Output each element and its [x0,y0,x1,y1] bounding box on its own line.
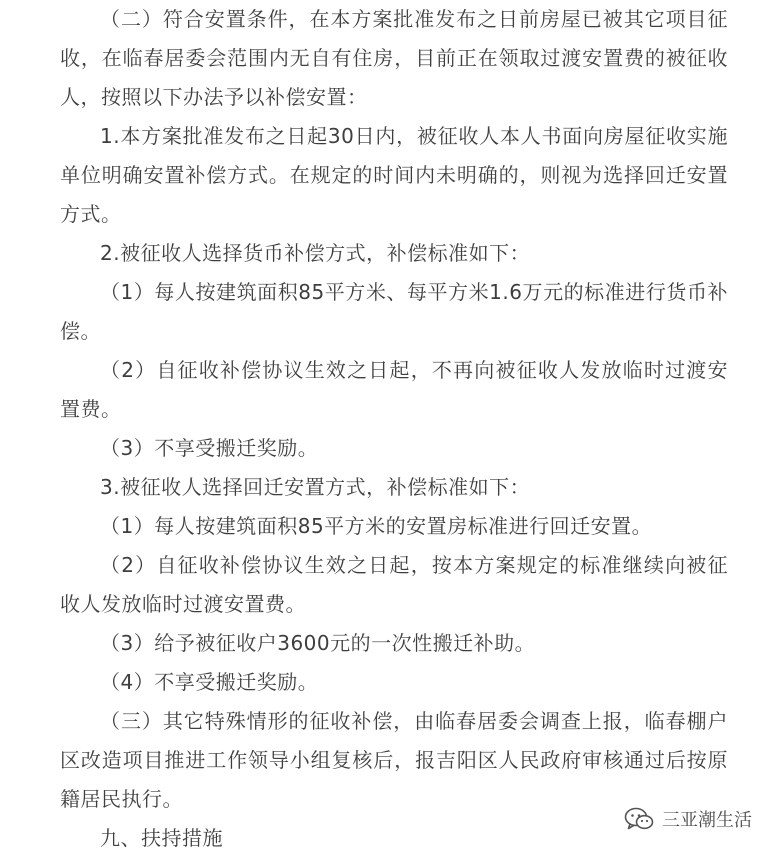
paragraph-item-2-2: （2）自征收补偿协议生效之日起，不再向被征收人发放临时过渡安置费。 [60,358,728,421]
paragraph-item-3-3: （3）给予被征收户3600元的一次性搬迁补助。 [100,631,536,655]
watermark [624,806,752,832]
paragraph-item-3-4: （4）不享受搬迁奖励。 [100,670,319,694]
paragraph-item-2-1: （1）每人按建筑面积85平方米、每平方米1.6万元的标准进行货币补偿。 [60,280,728,343]
paragraph-item-2-3: （3）不享受搬迁奖励。 [100,436,319,460]
paragraph-item-1: 1.本方案批准发布之日起30日内，被征收人本人书面向房屋征收实施单位明确安置补偿方式。在规定的时间内未明确的，则视为选择回迁安置方式。 [60,124,728,226]
paragraph-section-2-intro: （二）符合安置条件，在本方案批准发布之日前房屋已被其它项目征收，在临春居委会范围内无自有住房，目前正在领取过渡安置费的被征收人，按照以下办法予以补偿安置： [60,7,728,109]
paragraph-section-9-heading: 九、扶持措施 [100,826,223,850]
paragraph-item-3-1: （1）每人按建筑面积85平方米的安置房标准进行回迁安置。 [100,514,653,538]
watermark-text: 三亚潮生活 [662,810,752,831]
paragraph-item-2: 2.被征收人选择货币补偿方式，补偿标准如下： [100,241,531,265]
article-body [60,0,728,858]
paragraph-item-3: 3.被征收人选择回迁安置方式，补偿标准如下： [100,475,531,499]
paragraph-item-3-2: （2）自征收补偿协议生效之日起，按本方案规定的标准继续向被征收人发放临时过渡安置费。 [60,553,728,616]
paragraph-section-3: （三）其它特殊情形的征收补偿，由临春居委会调查上报，临春棚户区改造项目推进工作领导小组复核后，报吉阳区人民政府审核通过后按原籍居民执行。 [60,709,728,811]
wechat-icon [624,806,654,832]
